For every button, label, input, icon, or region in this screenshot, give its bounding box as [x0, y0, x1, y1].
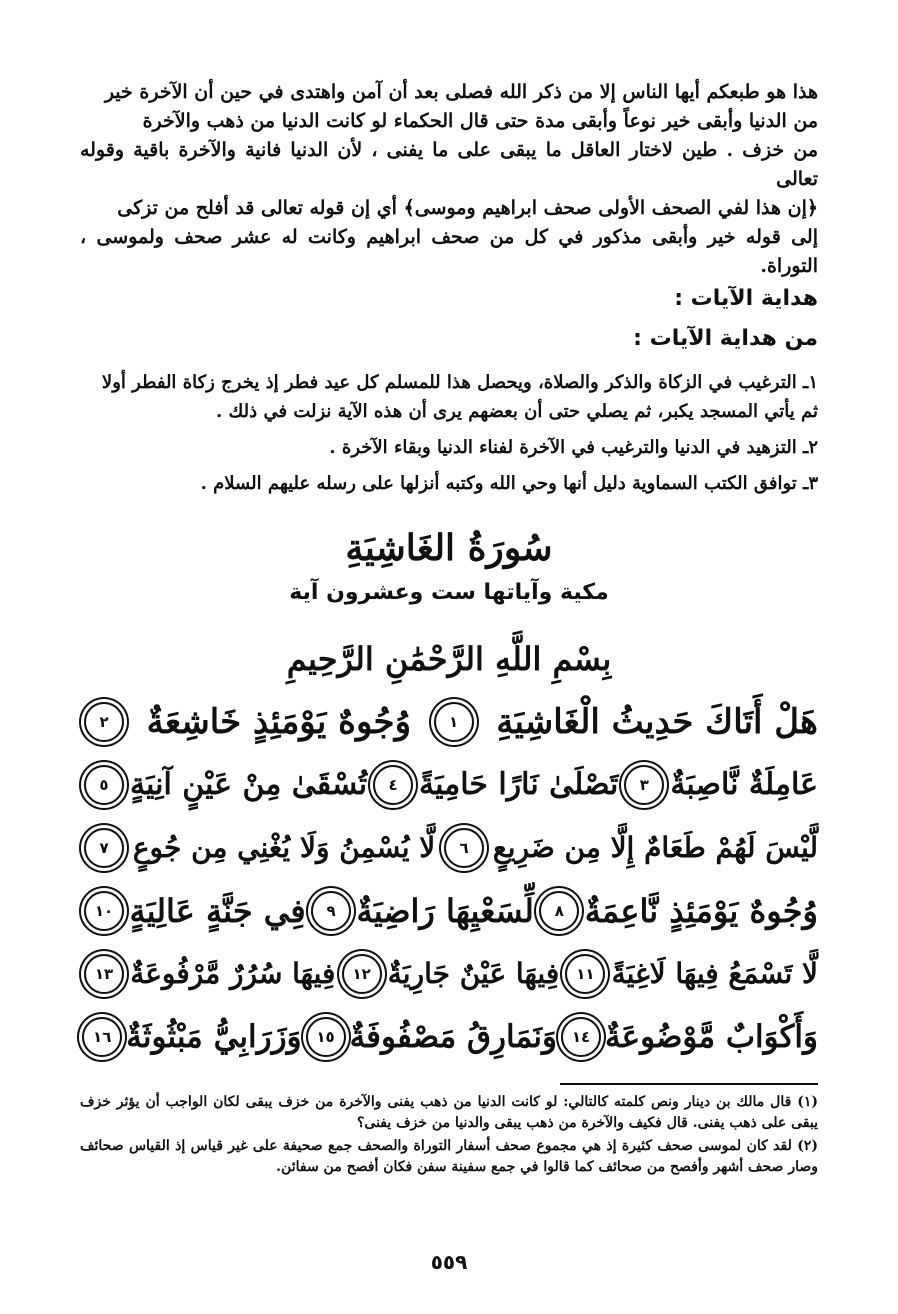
verse-number-marker: ١٠: [84, 891, 124, 931]
intro-line: إلى قوله خير وأبقى مذكور في كل من صحف ابراهيم وكانت له عشر صحف ولموسى ، التوراة.: [80, 226, 818, 277]
verse-text: وُجُوهٌ يَوْمَئِذٍ نَّاعِمَةٌ: [584, 891, 818, 930]
verse-number-marker: ٨: [539, 891, 579, 931]
verse-block: [80, 690, 818, 1068]
guidance-item: ٢ـ التزهيد في الدنيا والترغيب في الآخرة لفناء الدنيا وبقاء الآخرة .: [329, 437, 818, 458]
page-number: ٥٥٩: [430, 1250, 468, 1274]
verse-number-marker: ١٤: [561, 1017, 601, 1057]
verse-text: لَّا يُسْمِنُ وَلَا يُغْنِي مِن جُوعٍ: [132, 831, 436, 864]
verse-text: فِي جَنَّةٍ عَالِيَةٍ: [129, 891, 306, 930]
verse-number-marker: ٧: [84, 828, 124, 868]
verse-number-marker: ١٥: [306, 1017, 346, 1057]
guidance-item: ٣ـ توافق الكتب السماوية دليل أنها وحي الله وكتبه أنزلها على رسله عليهم السلام .: [200, 473, 818, 494]
intro-line: هذا هو طبعكم أيها الناس إلا من ذكر الله فصلى بعد أن آمن واهتدى في حين أن الآخرة خير: [104, 81, 818, 103]
verse-number-marker: ٩: [311, 891, 351, 931]
surah-title: سُورَةُ الغَاشِيَةِ: [345, 527, 553, 569]
intro-paragraph: [80, 78, 818, 281]
verse-text: لَّا تَسْمَعُ فِيهَا لَاغِيَةً: [611, 957, 818, 990]
heading-ayat-guidance: هداية الآيات :: [674, 286, 818, 311]
verse-text: فِيهَا سُرُرٌ مَّرْفُوعَةٌ: [130, 957, 336, 990]
footnote-divider: [560, 1083, 818, 1085]
surah-subtitle: مكية وآياتها ست وعشرون آية: [289, 580, 609, 605]
verse-number-marker: ٥: [84, 765, 124, 805]
intro-line: ﴿إن هذا لفي الصحف الأولى صحف ابراهيم وموسى﴾ أي إن قوله تعالى قد أفلح من تزكى: [117, 197, 818, 219]
verse-text: وَأَكْوَابٌ مَّوْضُوعَةٌ: [604, 1018, 818, 1055]
verse-number-marker: ١٣: [84, 954, 124, 994]
intro-line: من الدنيا وأبقى خير نوعاً وأبقى مدة حتى قال الحكماء لو كانت الدنيا من ذهب والآخرة: [142, 110, 818, 132]
footnotes: [80, 1092, 818, 1180]
verse-text: تُسْقَىٰ مِنْ عَيْنٍ آنِيَةٍ: [129, 767, 368, 802]
verse-text: لِّسَعْيِهَا رَاضِيَةٌ: [356, 891, 534, 930]
footnote: (٢) لقد كان لموسى صحف كثيرة إذ هي مجموع صحف أسفار التوراة والصحف جمع صحيفة على غير قياس إذ القياس صحائف وصار صحف أشهر وأفصح من صحائف كما قالوا في جمع سفينة سفن فكان أفصح من سفائن.: [80, 1138, 818, 1175]
verse-text: عَامِلَةٌ نَّاصِبَةٌ: [670, 767, 818, 802]
verse-line: [80, 942, 818, 1005]
verse-number-marker: ٣: [624, 765, 664, 805]
verse-text: لَّيْسَ لَهُمْ طَعَامٌ إِلَّا مِن ضَرِيعٍ: [492, 831, 818, 864]
verse-text: وَنَمَارِقُ مَصْفُوفَةٌ: [349, 1018, 557, 1055]
verse-number-marker: ١٦: [82, 1017, 122, 1057]
verse-number-marker: ٦: [444, 828, 484, 868]
verse-number-marker: ٢: [84, 702, 124, 742]
verse-text: فِيهَا عَيْنٌ جَارِيَةٌ: [387, 957, 560, 990]
verse-number-marker: ١١: [565, 954, 605, 994]
verse-number-marker: ١٢: [342, 954, 382, 994]
verse-text: تَصْلَىٰ نَارًا حَامِيَةً: [419, 767, 619, 802]
verse-number-marker: ٤: [373, 765, 413, 805]
verse-line: [80, 690, 818, 753]
verse-line: [80, 1005, 818, 1068]
footnote: (١) قال مالك بن دينار ونص كلمته كالتالي: لو كانت الدنيا من ذهب يفنى والآخرة من خزف يبقى لكان الواجب أن يؤثر خزف يبقى على ذهب يفنى. قال فكيف والآخرة من ذهب يبقى والدنيا من خزف يفنى؟: [80, 1094, 818, 1131]
guidance-item: ١ـ الترغيب في الزكاة والذكر والصلاة، ويحصل هذا للمسلم كل عيد فطر إذ يخرج زكاة الفطر أولا ثم يأتي المسجد يكبر، ثم يصلي حتى أن بعضهم يرى أن هذه الآية نزلت في ذلك .: [101, 372, 818, 422]
verse-number-marker: ١: [434, 702, 474, 742]
verse-line: [80, 753, 818, 816]
verse-text: هَلْ أَتَاكَ حَدِيثُ الْغَاشِيَةِ: [496, 701, 818, 742]
basmala: بِسْمِ اللَّهِ الرَّحْمَٰنِ الرَّحِيمِ: [286, 640, 612, 678]
verse-line: [80, 879, 818, 942]
verse-text: وَزَرَابِيُّ مَبْثُوثَةٌ: [126, 1018, 302, 1055]
heading-from-ayat-guidance: من هداية الآيات :: [633, 326, 818, 351]
verse-line: [80, 816, 818, 879]
verse-text: وُجُوهٌ يَوْمَئِذٍ خَاشِعَةٌ: [146, 701, 411, 742]
guidance-list: [80, 368, 818, 505]
intro-line: من خزف . طين لاختار العاقل ما يبقى على ما يفنى ، لأن الدنيا فانية والآخرة باقية وقوله تعالى: [80, 139, 818, 190]
